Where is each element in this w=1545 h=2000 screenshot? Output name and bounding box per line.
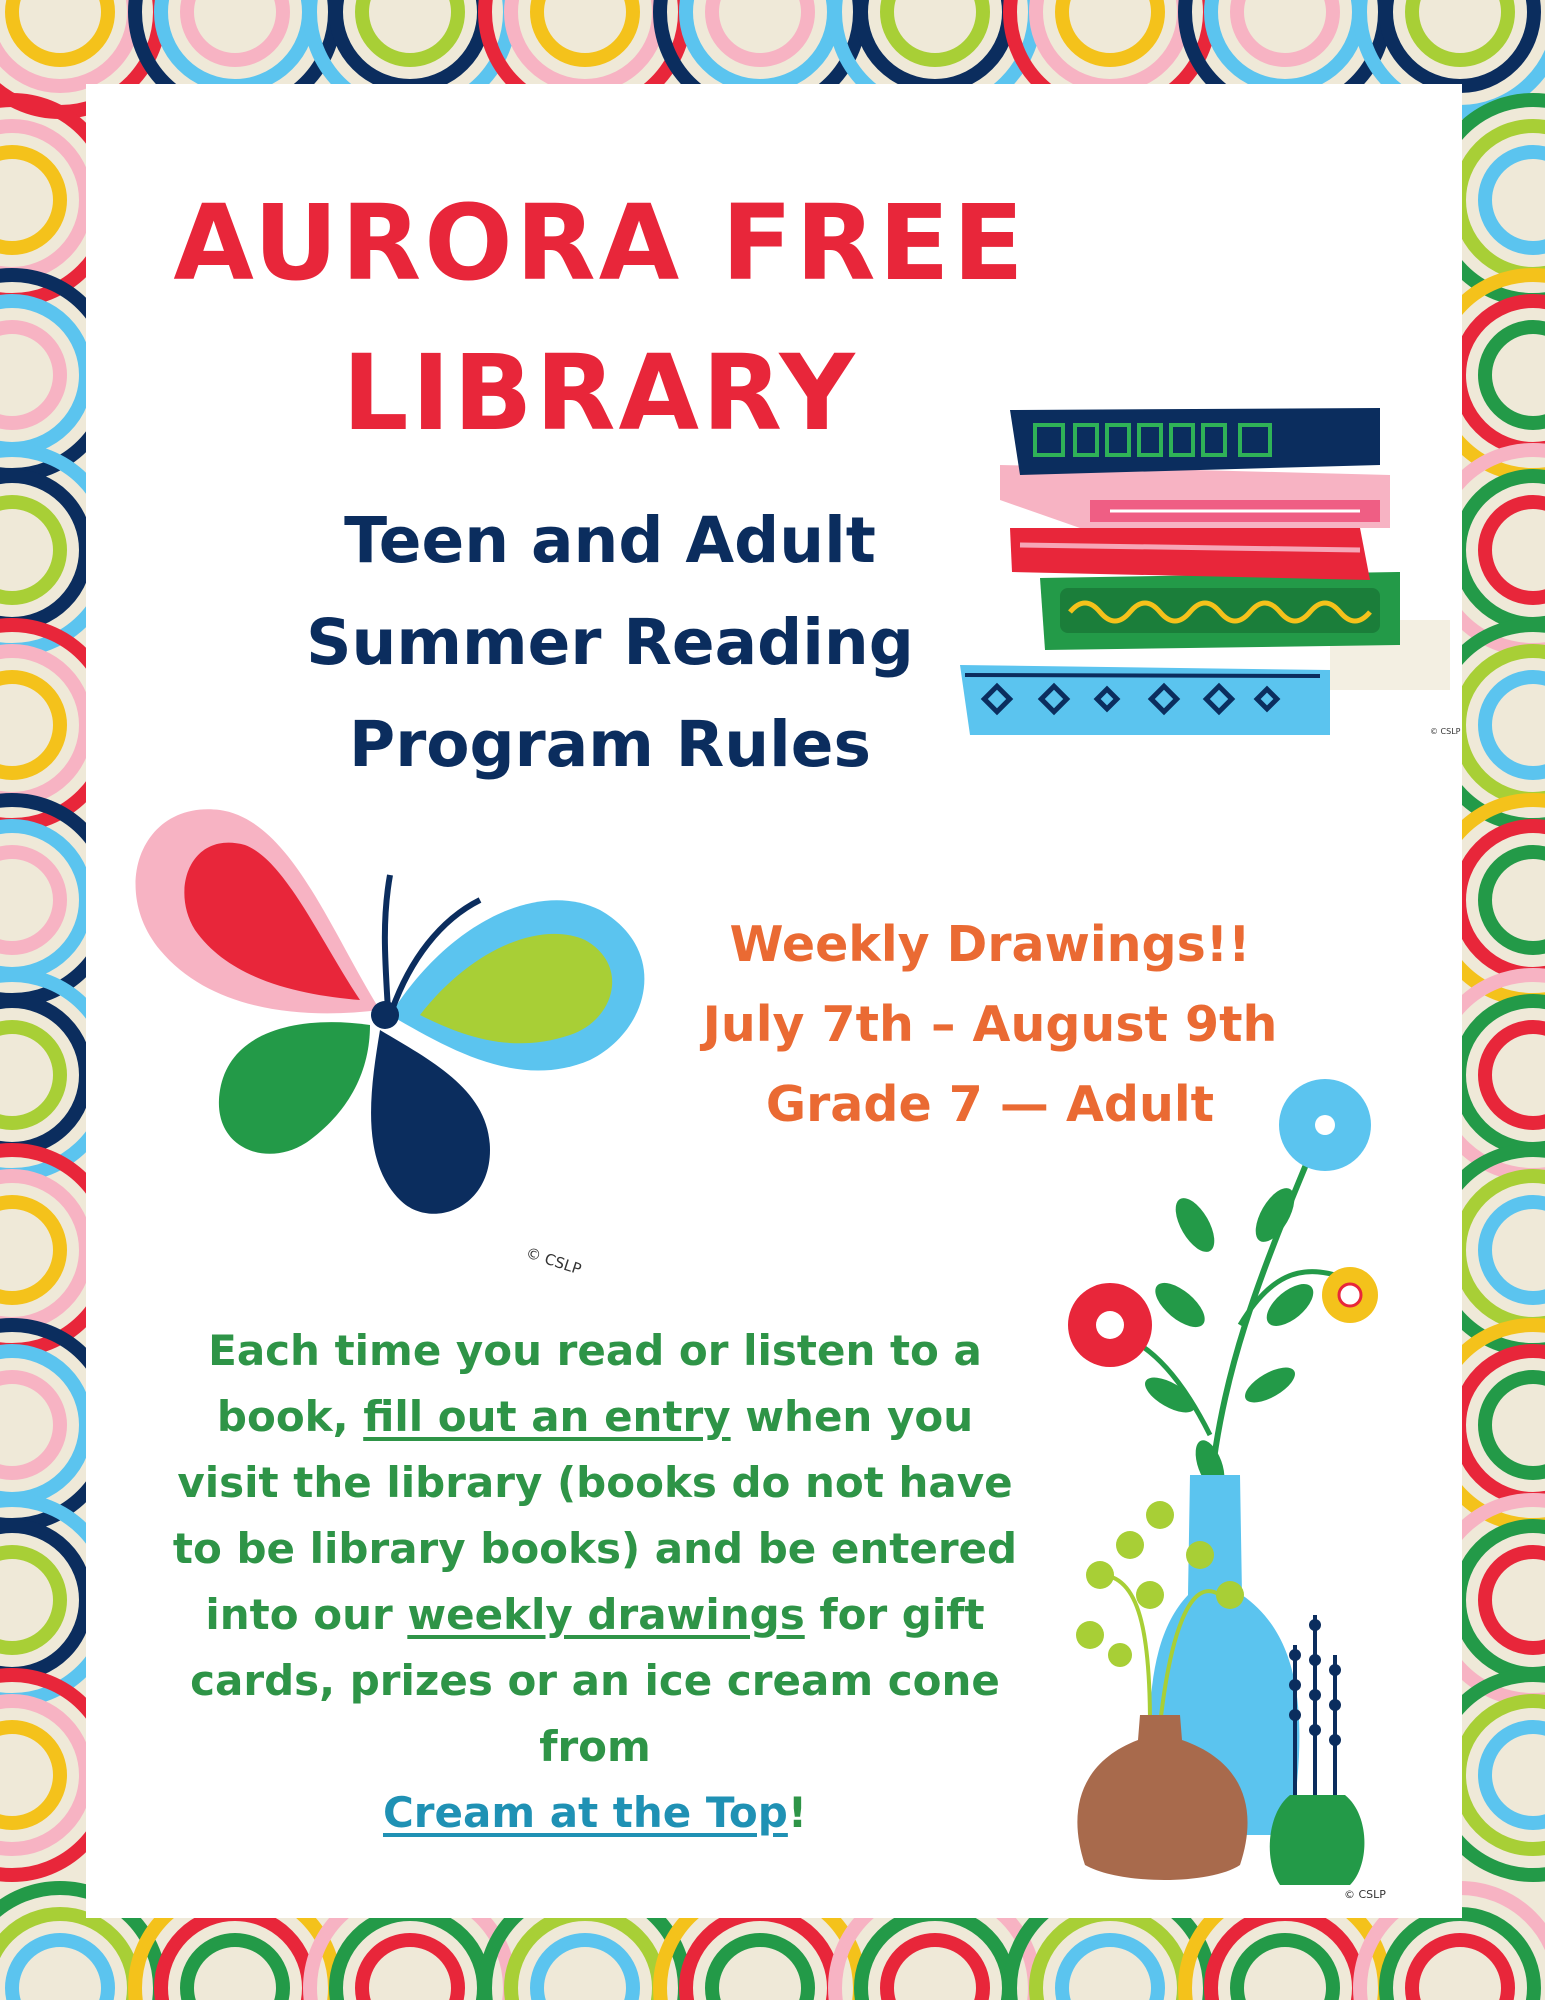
border-ring bbox=[0, 1552, 60, 1648]
border-ring bbox=[537, 0, 633, 60]
rules-text-part-3: for gift cards, prizes or an ice cream cone from bbox=[190, 1590, 1000, 1771]
title-line-2: LIBRARY bbox=[342, 332, 858, 454]
border-ring bbox=[187, 0, 283, 60]
poster-title bbox=[150, 168, 1050, 468]
border-ring bbox=[0, 852, 60, 948]
rules-text-part-1: Each time you read or listen to a book, bbox=[208, 1326, 982, 1441]
border-ring bbox=[1412, 1940, 1508, 2000]
program-rules-text bbox=[170, 1318, 1020, 1846]
poster-subtitle bbox=[250, 490, 970, 796]
border-ring bbox=[0, 502, 60, 598]
book-stack-icon bbox=[960, 400, 1460, 750]
subtitle-line-2: Summer Reading bbox=[306, 606, 914, 679]
border-ring bbox=[1485, 1377, 1545, 1473]
credit-butterfly: © CSLP bbox=[523, 1243, 584, 1279]
border-ring bbox=[0, 152, 60, 248]
border-ring bbox=[1062, 0, 1158, 60]
border-ring bbox=[0, 1727, 60, 1823]
border-ring bbox=[1485, 1202, 1545, 1298]
rules-text-part-4: ! bbox=[787, 1788, 808, 1837]
border-ring bbox=[1485, 1552, 1545, 1648]
border-ring bbox=[1485, 502, 1545, 598]
rules-text-part-2: when you visit the library (books do not have to be library books) and be entered into our bbox=[172, 1392, 1018, 1639]
border-ring bbox=[1485, 1727, 1545, 1823]
title-line-1: AURORA FREE bbox=[173, 182, 1027, 304]
border-ring bbox=[12, 0, 108, 60]
border-ring bbox=[712, 1940, 808, 2000]
subtitle-line-1: Teen and Adult bbox=[344, 504, 876, 577]
border-ring bbox=[187, 1940, 283, 2000]
border-ring bbox=[1485, 1027, 1545, 1123]
weekly-drawings-link[interactable]: weekly drawings bbox=[407, 1590, 805, 1639]
subtitle-line-3: Program Rules bbox=[349, 708, 871, 781]
border-ring bbox=[537, 1940, 633, 2000]
border-ring bbox=[0, 677, 60, 773]
border-ring bbox=[362, 1940, 458, 2000]
border-ring bbox=[1485, 327, 1545, 423]
border-ring bbox=[1237, 0, 1333, 60]
border-ring bbox=[0, 1202, 60, 1298]
cream-at-the-top-link[interactable]: Cream at the Top bbox=[382, 1788, 788, 1837]
drawings-headline: Weekly Drawings!! bbox=[729, 916, 1251, 973]
border-ring bbox=[0, 1377, 60, 1473]
border-ring bbox=[1485, 152, 1545, 248]
border-ring bbox=[0, 1027, 60, 1123]
border-ring bbox=[887, 1940, 983, 2000]
credit-vase: © CSLP bbox=[1344, 1888, 1386, 1901]
border-ring bbox=[712, 0, 808, 60]
border-ring bbox=[1485, 677, 1545, 773]
drawings-dates: July 7th – August 9th bbox=[702, 996, 1278, 1053]
border-ring bbox=[0, 327, 60, 423]
border-ring bbox=[887, 0, 983, 60]
butterfly-icon bbox=[70, 800, 690, 1260]
border-ring bbox=[12, 1940, 108, 2000]
flower-vases-icon bbox=[1060, 1075, 1400, 1895]
drawings-grades: Grade 7 — Adult bbox=[765, 1076, 1215, 1133]
border-ring bbox=[1237, 1940, 1333, 2000]
border-ring bbox=[1412, 0, 1508, 60]
border-ring bbox=[1062, 1940, 1158, 2000]
fill-out-entry-link[interactable]: fill out an entry bbox=[363, 1392, 731, 1441]
border-ring bbox=[1485, 852, 1545, 948]
credit-books: © CSLP bbox=[1430, 727, 1461, 736]
border-ring bbox=[362, 0, 458, 60]
